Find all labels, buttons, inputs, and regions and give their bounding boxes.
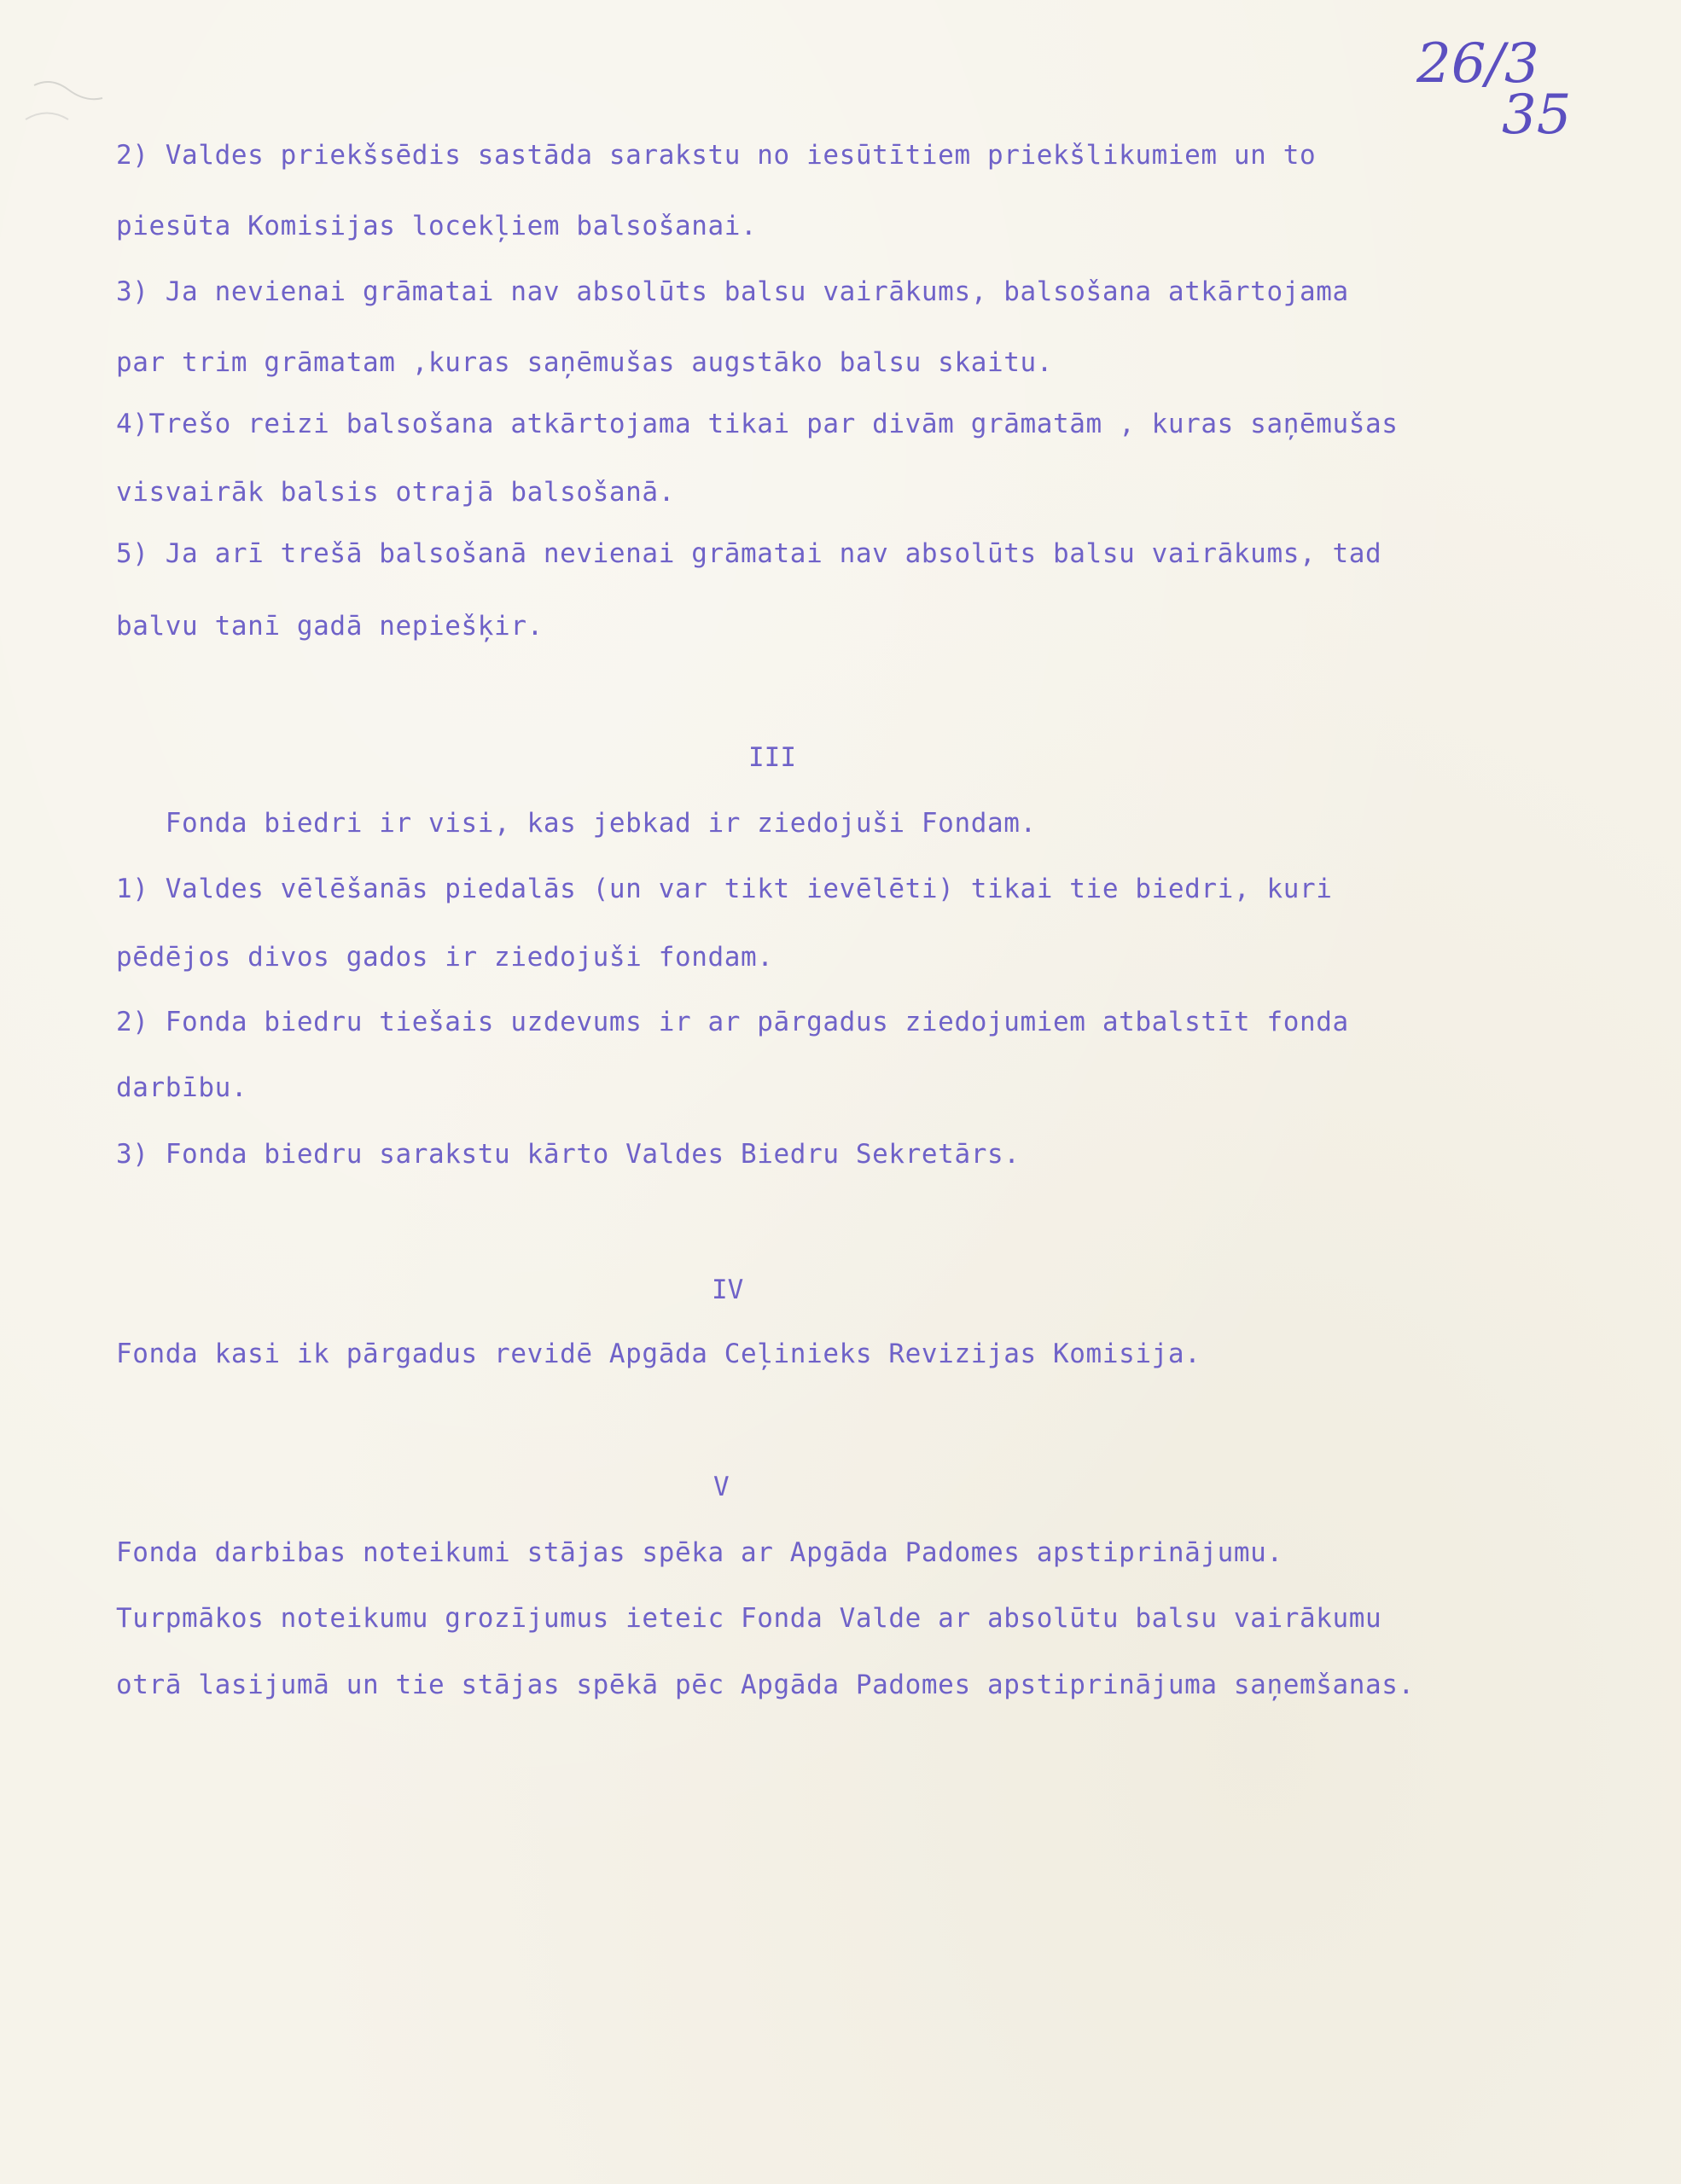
folio-bottom: 35 bbox=[1502, 84, 1572, 147]
text-line: otrā lasijumā un tie stājas spēkā pēc Apgāda Padomes apstiprinājuma saņemšanas. bbox=[116, 1670, 1415, 1700]
text-line: par trim grāmatam ,kuras saņēmušas augstāko balsu skaitu. bbox=[116, 347, 1054, 378]
section-heading-v: V bbox=[713, 1472, 730, 1502]
text-line: visvairāk balsis otrajā balsošanā. bbox=[116, 477, 675, 508]
text-line: 1) Valdes vēlēšanās piedalās (un var tikt ievēlēti) tikai tie biedri, kuri bbox=[116, 874, 1333, 904]
text-line: 2) Fonda biedru tiešais uzdevums ir ar pārgadus ziedojumiem atbalstīt fonda bbox=[116, 1007, 1349, 1037]
text-line: 3) Ja nevienai grāmatai nav absolūts balsu vairākums, balsošana atkārtojama bbox=[116, 276, 1349, 307]
text-line: Fonda kasi ik pārgadus revidē Apgāda Ceļinieks Revizijas Komisija. bbox=[116, 1339, 1201, 1369]
folio-top: 26/3 bbox=[1416, 32, 1539, 96]
text-line: balvu tanī gadā nepiešķir. bbox=[116, 611, 544, 642]
text-line: 5) Ja arī trešā balsošanā nevienai grāmatai nav absolūts balsu vairākums, tad bbox=[116, 538, 1382, 569]
section-heading-iv: IV bbox=[712, 1275, 744, 1305]
text-line: Turpmākos noteikumu grozījumus ieteic Fonda Valde ar absolūtu balsu vairākumu bbox=[116, 1603, 1382, 1634]
text-line: pēdējos divos gados ir ziedojuši fondam. bbox=[116, 942, 774, 973]
text-line: 3) Fonda biedru sarakstu kārto Valdes Biedru Sekretārs. bbox=[116, 1139, 1021, 1170]
text-line: 2) Valdes priekšsēdis sastāda sarakstu no iesūtītiem priekšlikumiem un to bbox=[116, 140, 1317, 171]
text-line: 4)Trešo reizi balsošana atkārtojama tikai par divām grāmatām , kuras saņēmušas bbox=[116, 409, 1399, 439]
text-line: Fonda biedri ir visi, kas jebkad ir ziedojuši Fondam. bbox=[116, 808, 1037, 839]
text-line: Fonda darbibas noteikumi stājas spēka ar Apgāda Padomes apstiprinājumu. bbox=[116, 1537, 1283, 1568]
text-line: piesūta Komisijas locekļiem balsošanai. bbox=[116, 211, 758, 241]
section-heading-iii: III bbox=[748, 742, 796, 773]
text-line: darbību. bbox=[116, 1072, 248, 1103]
handwritten-folio-number bbox=[1416, 32, 1572, 147]
